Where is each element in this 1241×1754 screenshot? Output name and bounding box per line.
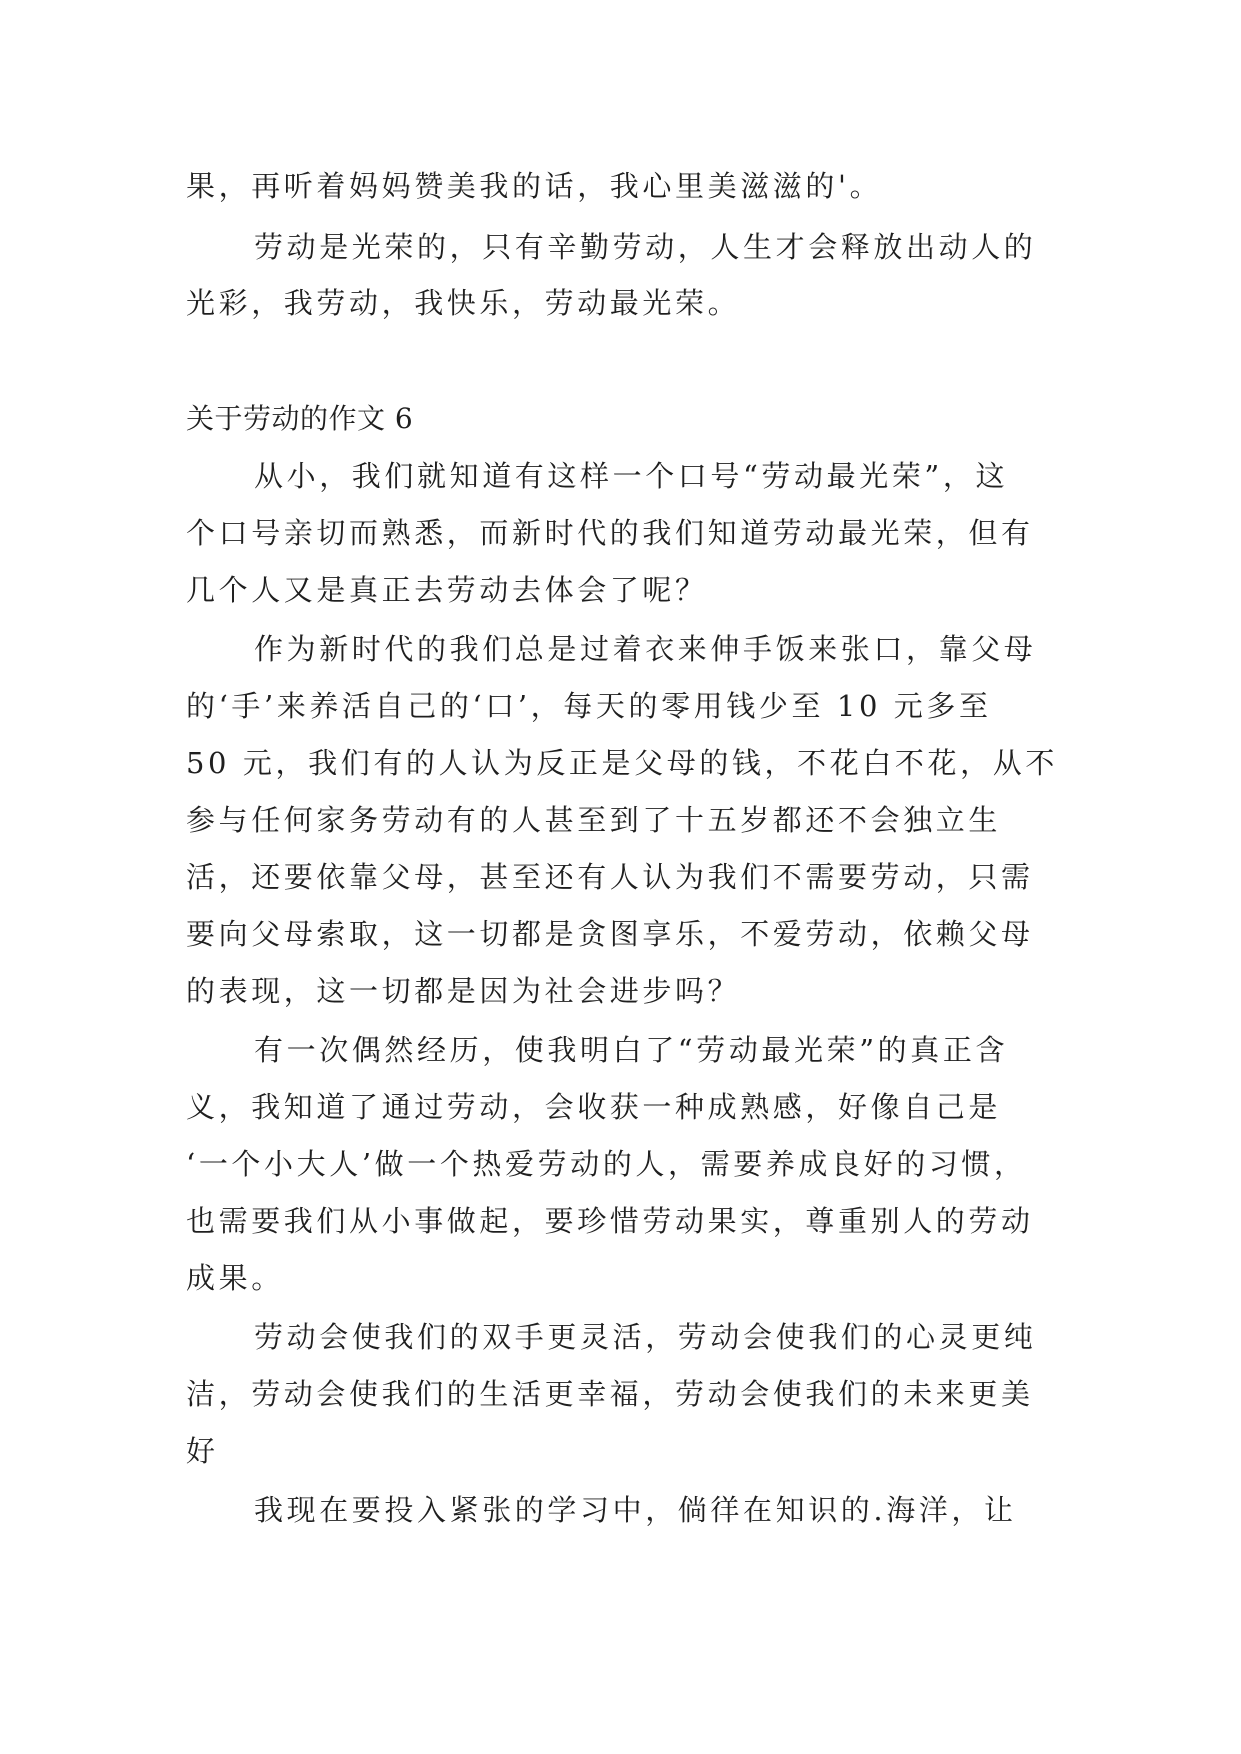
text-line: 参与任何家务劳动有的人甚至到了十五岁都还不会独立生 — [186, 803, 1002, 837]
text-line: 的表现，这一切都是因为社会进步吗？ — [186, 974, 741, 1008]
text-line: 也需要我们从小事做起，要珍惜劳动果实，尊重别人的劳动 — [186, 1204, 1034, 1238]
text-line: 要向父母索取，这一切都是贪图享乐，不爱劳动，依赖父母 — [186, 917, 1034, 951]
text-line: 成果。 — [186, 1261, 284, 1295]
text-line: 洁，劳动会使我们的生活更幸福，劳动会使我们的未来更美 — [186, 1377, 1034, 1411]
text-line: 义，我知道了通过劳动，会收获一种成熟感，好像自己是 — [186, 1090, 1002, 1124]
text-line: ‘一个小大人’做一个热爱劳动的人，需要养成良好的习惯， — [186, 1147, 1027, 1181]
text-line: 好 — [186, 1434, 219, 1468]
paragraph-first-line: 从小，我们就知道有这样一个口号“劳动最光荣”，这 — [254, 459, 1009, 493]
paragraph-first-line: 我现在要投入紧张的学习中，倘徉在知识的.海洋，让 — [254, 1493, 1017, 1527]
text-line: 几个人又是真正去劳动去体会了呢？ — [186, 573, 708, 607]
paragraph-first-line: 劳动是光荣的，只有辛勤劳动，人生才会释放出动人的 — [254, 230, 1037, 264]
section-heading: 关于劳动的作文 6 — [186, 402, 414, 435]
text-line: 光彩，我劳动，我快乐，劳动最光荣。 — [186, 286, 741, 320]
paragraph-first-line: 劳动会使我们的双手更灵活，劳动会使我们的心灵更纯 — [254, 1320, 1037, 1354]
paragraph-first-line: 有一次偶然经历，使我明白了“劳动最光荣”的真正含 — [254, 1033, 1009, 1067]
text-line: 果，再听着妈妈赞美我的话，我心里美滋滋的'。 — [186, 169, 883, 203]
text-line: 50 元，我们有的人认为反正是父母的钱，不花白不花，从不 — [186, 746, 1058, 780]
text-line: 个口号亲切而熟悉，而新时代的我们知道劳动最光荣，但有 — [186, 516, 1034, 550]
text-line: 的‘手’来养活自己的‘口’，每天的零用钱少至 10 元多至 — [186, 689, 992, 723]
paragraph-first-line: 作为新时代的我们总是过着衣来伸手饭来张口，靠父母 — [254, 632, 1037, 666]
text-line: 活，还要依靠父母，甚至还有人认为我们不需要劳动，只需 — [186, 860, 1034, 894]
